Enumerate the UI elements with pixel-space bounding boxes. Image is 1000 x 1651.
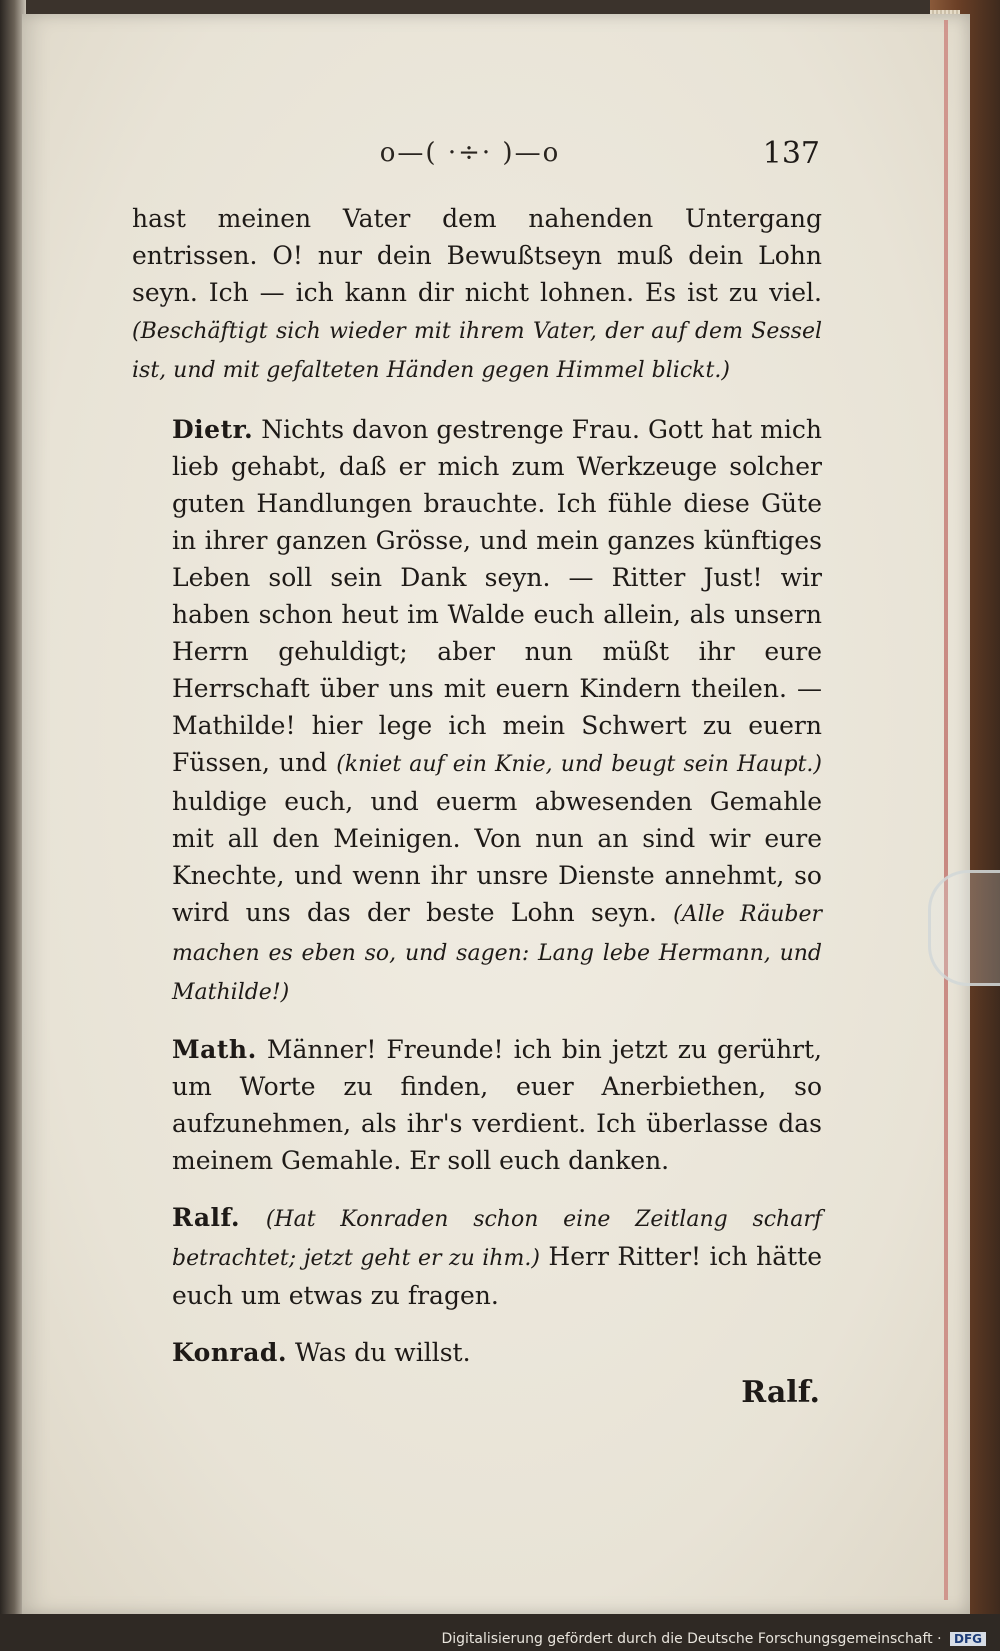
paragraph-text: hast meinen Vater dem nahenden Untergang entrissen. O! nur dein Bewußtseyn muß dein Lohn seyn. Ich — ich kann dir nicht lohnen. Es ist zu viel. (132, 204, 822, 307)
stage-direction: (kniet auf ein Knie, und beugt sein Haupt.) (336, 752, 822, 777)
page-header (130, 138, 820, 178)
page-clip (928, 870, 1000, 986)
paragraph-dietr (132, 411, 822, 1011)
paragraph-text: Was du willst. (295, 1338, 471, 1367)
red-page-edge (944, 20, 948, 1600)
digitization-credit (441, 1631, 986, 1647)
credit-text: Digitalisierung gefördert durch die Deutsche Forschungsgemeinschaft · (441, 1631, 942, 1647)
paragraph-math (132, 1031, 822, 1179)
speaker-name: Dietr. (172, 415, 254, 444)
stage-direction: (Beschäftigt sich wieder mit ihrem Vater, der auf dem Sessel ist, und mit gefalteten Händen gegen Himmel blickt.) (132, 319, 822, 383)
page-body (132, 200, 822, 1391)
stage-direction-2: (Alle Räuber machen es eben so, und sagen: Lang lebe Hermann, und Mathilde!) (172, 902, 823, 1005)
page-number: 137 (762, 136, 820, 171)
dfg-logo: DFG (950, 1632, 986, 1646)
catchword: Ralf. (741, 1375, 820, 1410)
stage-direction: (Hat Konraden schon eine Zeitlang scharf betrachtet; jetzt geht er zu ihm.) (172, 1207, 823, 1271)
paragraph-ralf (132, 1199, 822, 1314)
paragraph-text: Herr Ritter! ich hätte euch um etwas zu fragen. (172, 1242, 822, 1310)
speaker-name: Ralf. (172, 1203, 241, 1232)
paragraph-konrad (132, 1334, 822, 1371)
speaker-name: Math. (172, 1035, 257, 1064)
speaker-name: Konrad. (172, 1338, 288, 1367)
paragraph-text: Männer! Freunde! ich bin jetzt zu gerührt, um Worte zu finden, euer Anerbiethen, so aufzunehmen, als ihr's verdient. Ich überlasse das meinem Gemahle. Er soll euch danken. (172, 1035, 822, 1175)
paragraph-text: Nichts davon gestrenge Frau. Gott hat mich lieb gehabt, daß er mich zum Werkzeuge solcher guten Handlungen brauchte. Ich fühle diese Güte in ihrer ganzen Grösse, und mein ganzes künftiges Leben soll sein Dank seyn. — Ritter Just! wir haben schon heut im Walde euch allein, als unsern Herrn gehuldigt; aber nun müßt ihr eure Herrschaft über uns mit euern Kindern theilen. — Mathilde! hier lege ich mein Schwert zu euern Füssen, und (172, 415, 822, 777)
paragraph-1 (132, 200, 822, 389)
header-ornament: o—( ·÷· )—o (379, 138, 561, 168)
paragraph-text-continued: huldige euch, und euerm abwesenden Gemahle mit all den Meinigen. Von nun an sind wir eure Knechte, und wenn ihr unsre Dienste annehmt, so wird uns das der beste Lohn seyn. (172, 787, 822, 927)
